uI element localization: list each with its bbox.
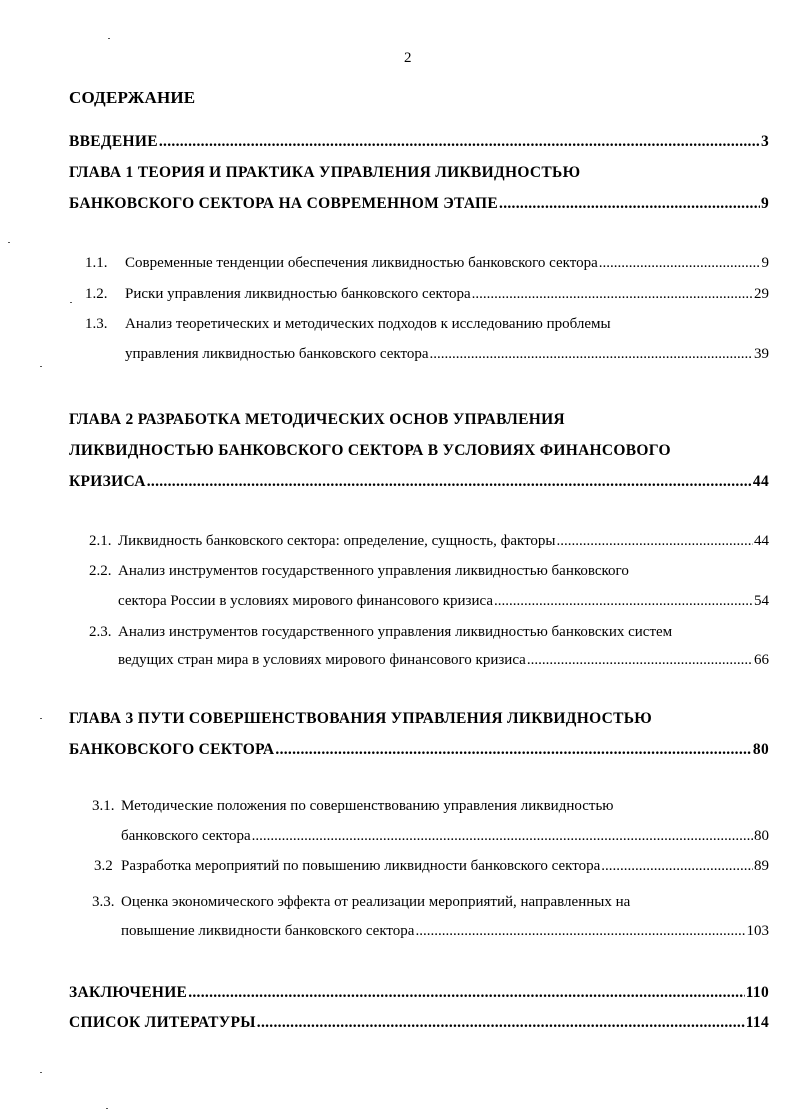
toc-item-2-3-cont: ведущих стран мира в условиях мирового финансового кризиса ..... 66 (118, 652, 769, 669)
toc-intro (69, 133, 769, 151)
scan-speck (40, 718, 42, 719)
scan-speck (108, 38, 110, 39)
scan-speck (8, 242, 10, 243)
chapter2-title-line2: ЛИКВИДНОСТЬЮ БАНКОВСКОГО СЕКТОРА В УСЛОВИЯХ ФИНАНСОВОГО (69, 442, 671, 459)
toc-item-3-3: 3.3. Оценка экономического эффекта от реализации мероприятий, направленных на (92, 894, 631, 910)
toc-conclusion: ЗАКЛЮЧЕНИЕ ..... 110 (69, 984, 769, 1002)
chapter1-title-line2: БАНКОВСКОГО СЕКТОРА НА СОВРЕМЕННОМ ЭТАПЕ ..... 9 (69, 195, 769, 213)
toc-item-1-3-cont: управления ликвидностью банковского сектора ..... 39 (125, 346, 769, 363)
toc-item-1-2: 1.2. Риски управления ликвидностью банковского сектора ..... 29 (85, 286, 769, 303)
toc-item-2-2-cont: сектора России в условиях мирового финансового кризиса ..... 54 (118, 593, 769, 610)
toc-item-2-1: 2.1. Ликвидность банковского сектора: определение, сущность, факторы ..... 44 (89, 533, 769, 550)
toc-item-2-3: 2.3. Анализ инструментов государственного управления ликвидностью банковских систем (89, 624, 673, 640)
chapter2-page: 44 (752, 473, 769, 490)
toc-title: СОДЕРЖАНИЕ (69, 88, 196, 107)
toc-item-3-1: 3.1. Методические положения по совершенствованию управления ликвидностью (92, 798, 614, 814)
toc-intro-label: ВВЕДЕНИЕ (69, 133, 158, 150)
chapter1-page: 9 (760, 195, 769, 212)
chapter3-page: 80 (752, 741, 769, 758)
scan-speck (40, 366, 42, 367)
toc-item-3-2: 3.2 Разработка мероприятий по повышению ликвидности банковского сектора ..... 89 (94, 858, 769, 875)
scan-speck (106, 1108, 108, 1109)
toc-item-1-3: 1.3. Анализ теоретических и методических подходов к исследованию проблемы (85, 316, 611, 332)
scan-speck (70, 302, 72, 303)
toc-item-1-1: 1.1. Современные тенденции обеспечения ликвидностью банковского сектора ..... 9 (85, 255, 769, 272)
chapter2-title-line3: КРИЗИСА ..... 44 (69, 473, 769, 491)
chapter3-title-line1: ГЛАВА 3 ПУТИ СОВЕРШЕНСТВОВАНИЯ УПРАВЛЕНИЯ ЛИКВИДНОСТЬЮ (69, 710, 653, 727)
chapter2-title-line1: ГЛАВА 2 РАЗРАБОТКА МЕТОДИЧЕСКИХ ОСНОВ УПРАВЛЕНИЯ (69, 411, 565, 428)
chapter1-title-line1: ГЛАВА 1 ТЕОРИЯ И ПРАКТИКА УПРАВЛЕНИЯ ЛИКВИДНОСТЬЮ (69, 164, 581, 181)
chapter3-title-line2: БАНКОВСКОГО СЕКТОРА ..... 80 (69, 741, 769, 759)
toc-item-2-2: 2.2. Анализ инструментов государственного управления ликвидностью банковского (89, 563, 629, 579)
page-number: 2 (404, 50, 412, 66)
toc-item-3-1-cont: банковского сектора ..... 80 (121, 828, 769, 845)
toc-references: СПИСОК ЛИТЕРАТУРЫ ..... 114 (69, 1014, 769, 1032)
scan-speck (40, 1072, 42, 1073)
toc-item-3-3-cont: повышение ликвидности банковского сектора ..... 103 (121, 923, 769, 940)
toc-intro-page: 3 (760, 133, 769, 150)
